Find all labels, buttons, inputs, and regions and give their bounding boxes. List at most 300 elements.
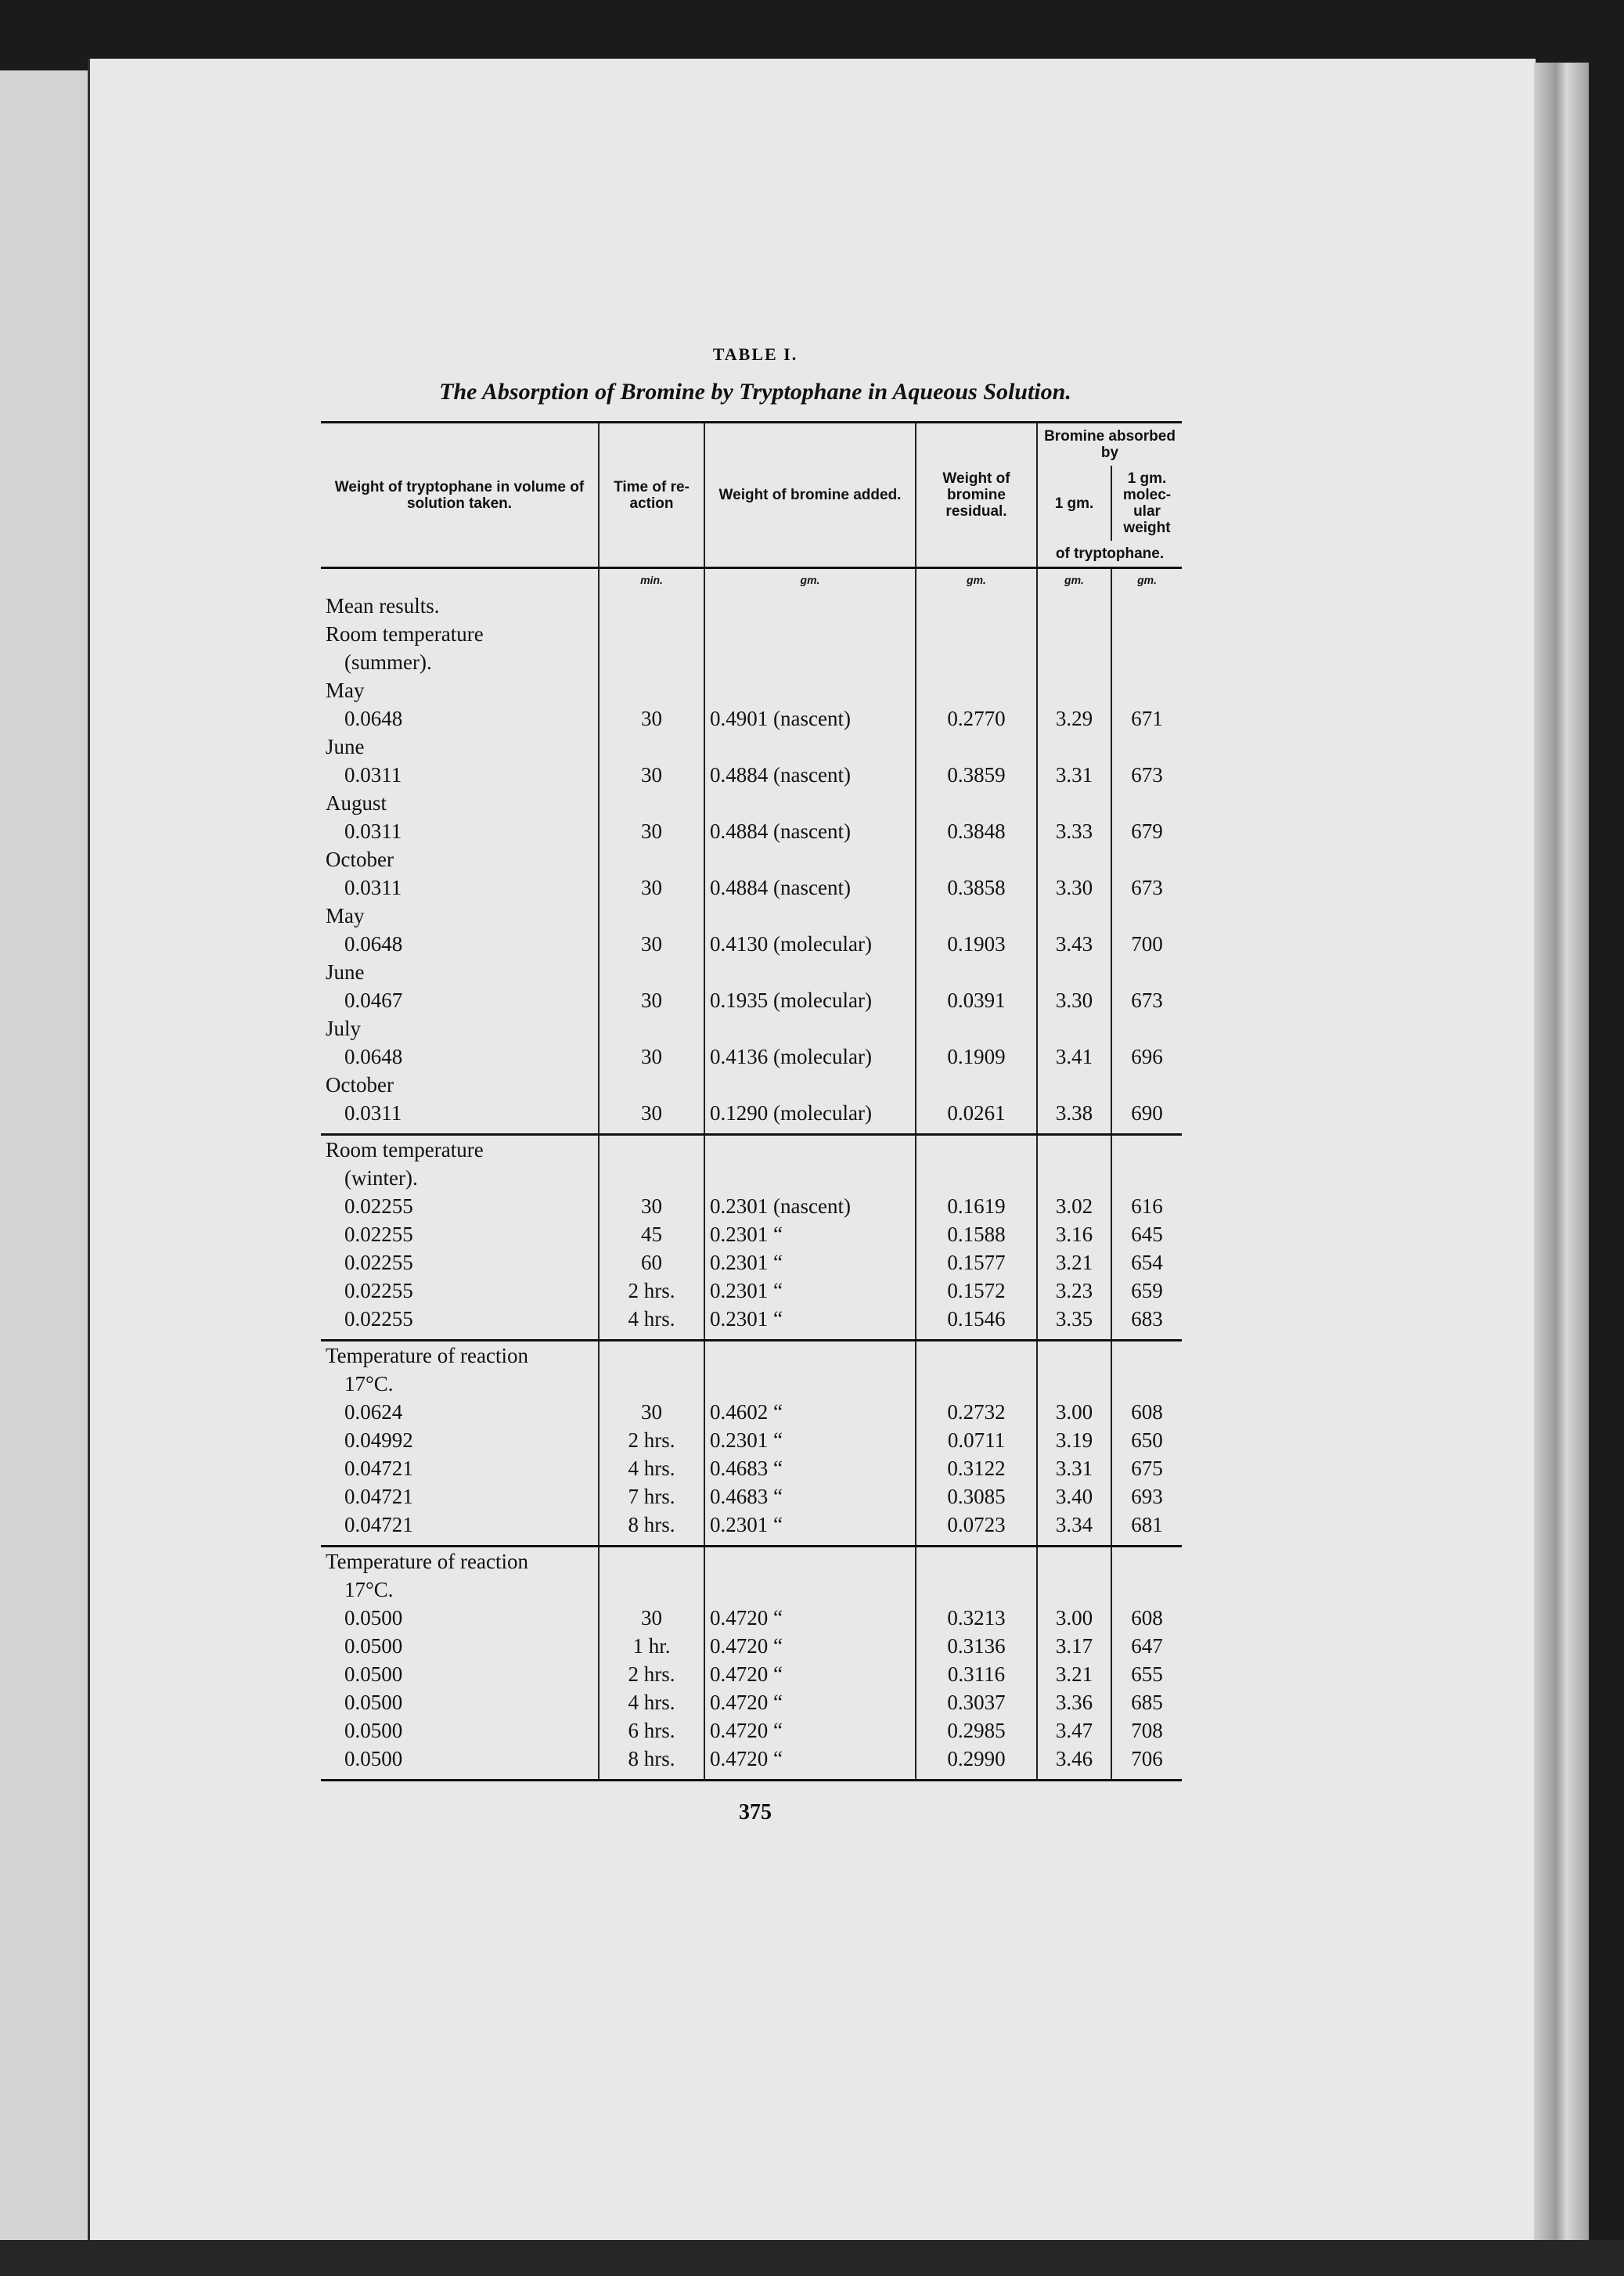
cell-per-gm: 3.21 bbox=[1037, 1660, 1111, 1688]
cell-residual: 0.1909 bbox=[916, 1043, 1037, 1071]
cell-per-gm: 3.46 bbox=[1037, 1745, 1111, 1781]
empty-cell bbox=[1037, 733, 1111, 761]
cell-per-mol: 673 bbox=[1111, 873, 1182, 902]
cell-residual: 0.1546 bbox=[916, 1305, 1037, 1341]
table-row bbox=[321, 1305, 1182, 1341]
cell-added: 0.4136 (molecular) bbox=[704, 1043, 916, 1071]
section-heading-row bbox=[321, 1576, 1182, 1604]
cell-residual: 0.2985 bbox=[916, 1716, 1037, 1745]
cell-weight: 0.0648 bbox=[344, 1045, 403, 1068]
table-row bbox=[321, 1745, 1182, 1781]
empty-cell bbox=[1111, 1164, 1182, 1192]
cell-weight: 0.0311 bbox=[344, 763, 402, 787]
table-row bbox=[321, 930, 1182, 958]
empty-cell bbox=[1037, 789, 1111, 817]
cell-weight: 0.0500 bbox=[344, 1662, 403, 1686]
row-label-line bbox=[321, 676, 1182, 704]
cell-added: 0.2301 “ bbox=[704, 1426, 916, 1454]
cell-added: 0.4720 “ bbox=[704, 1688, 916, 1716]
empty-cell bbox=[1111, 733, 1182, 761]
cell-per-gm: 3.35 bbox=[1037, 1305, 1111, 1341]
table-row bbox=[321, 1454, 1182, 1482]
unit-added: gm. bbox=[704, 568, 916, 592]
cell-added: 0.4901 (nascent) bbox=[704, 704, 916, 733]
unit-per-mol: gm. bbox=[1111, 568, 1182, 592]
empty-cell bbox=[704, 1547, 916, 1576]
cell-time: 30 bbox=[599, 1604, 704, 1632]
page-number: 375 bbox=[739, 1800, 772, 1824]
empty-cell bbox=[1111, 648, 1182, 676]
empty-cell bbox=[916, 1576, 1037, 1604]
empty-cell bbox=[704, 592, 916, 620]
cell-time: 30 bbox=[599, 817, 704, 845]
cell-per-gm: 3.40 bbox=[1037, 1482, 1111, 1511]
empty-cell bbox=[704, 1071, 916, 1099]
cell-added: 0.4720 “ bbox=[704, 1604, 916, 1632]
cell-per-mol: 608 bbox=[1111, 1398, 1182, 1426]
cell-added: 0.2301 (nascent) bbox=[704, 1192, 916, 1220]
empty-cell bbox=[599, 789, 704, 817]
cell-per-gm: 3.31 bbox=[1037, 1454, 1111, 1482]
empty-cell bbox=[1111, 902, 1182, 930]
empty-cell bbox=[916, 902, 1037, 930]
cell-per-gm: 3.34 bbox=[1037, 1511, 1111, 1547]
empty-cell bbox=[1037, 1071, 1111, 1099]
cell-added: 0.4884 (nascent) bbox=[704, 761, 916, 789]
row-month-label: October bbox=[326, 1073, 394, 1097]
table-row bbox=[321, 1604, 1182, 1632]
cell-per-mol: 708 bbox=[1111, 1716, 1182, 1745]
cell-residual: 0.0723 bbox=[916, 1511, 1037, 1547]
unit-time: min. bbox=[599, 568, 704, 592]
empty-cell bbox=[916, 1071, 1037, 1099]
cell-residual: 0.1619 bbox=[916, 1192, 1037, 1220]
cell-weight: 0.0467 bbox=[344, 989, 403, 1012]
empty-cell bbox=[916, 958, 1037, 986]
cell-per-mol: 706 bbox=[1111, 1745, 1182, 1781]
table-row bbox=[321, 1426, 1182, 1454]
cell-weight: 0.0624 bbox=[344, 1400, 403, 1424]
cell-residual: 0.3213 bbox=[916, 1604, 1037, 1632]
section-heading-row bbox=[321, 1341, 1182, 1370]
cell-residual: 0.3122 bbox=[916, 1454, 1037, 1482]
cell-per-mol: 673 bbox=[1111, 986, 1182, 1014]
empty-cell bbox=[1037, 1164, 1111, 1192]
cell-per-mol: 659 bbox=[1111, 1277, 1182, 1305]
header-of-tryptophane: of tryptophane. bbox=[1037, 541, 1182, 568]
cell-weight: 0.0500 bbox=[344, 1634, 403, 1658]
cell-added: 0.4683 “ bbox=[704, 1482, 916, 1511]
cell-time: 8 hrs. bbox=[599, 1511, 704, 1547]
row-label-line bbox=[321, 845, 1182, 873]
empty-cell bbox=[599, 733, 704, 761]
empty-cell bbox=[599, 1341, 704, 1370]
empty-cell bbox=[1037, 676, 1111, 704]
cell-per-gm: 3.36 bbox=[1037, 1688, 1111, 1716]
header-weight-tryptophane: Weight of tryptophane in volume of solution taken. bbox=[334, 478, 585, 512]
empty-cell bbox=[704, 1576, 916, 1604]
cell-per-gm: 3.21 bbox=[1037, 1248, 1111, 1277]
cell-time: 30 bbox=[599, 1043, 704, 1071]
empty-cell bbox=[599, 620, 704, 648]
cell-residual: 0.3116 bbox=[916, 1660, 1037, 1688]
cell-added: 0.4720 “ bbox=[704, 1660, 916, 1688]
cell-per-mol: 690 bbox=[1111, 1099, 1182, 1135]
empty-cell bbox=[916, 648, 1037, 676]
cell-weight: 0.04721 bbox=[344, 1485, 413, 1508]
empty-cell bbox=[599, 902, 704, 930]
cell-per-mol: 679 bbox=[1111, 817, 1182, 845]
empty-cell bbox=[1037, 1341, 1111, 1370]
cell-time: 30 bbox=[599, 1192, 704, 1220]
cell-weight: 0.02255 bbox=[344, 1223, 413, 1246]
empty-cell bbox=[1111, 1341, 1182, 1370]
table-row bbox=[321, 1482, 1182, 1511]
cell-per-gm: 3.17 bbox=[1037, 1632, 1111, 1660]
header-bromine-absorbed: Bromine absorbed by bbox=[1037, 423, 1182, 466]
row-label-line bbox=[321, 733, 1182, 761]
row-month-label: October bbox=[326, 848, 394, 871]
section-heading-row bbox=[321, 1135, 1182, 1165]
cell-per-gm: 3.23 bbox=[1037, 1277, 1111, 1305]
cell-per-gm: 3.41 bbox=[1037, 1043, 1111, 1071]
unit-per-gram: gm. bbox=[1037, 568, 1111, 592]
cell-residual: 0.1903 bbox=[916, 930, 1037, 958]
cell-residual: 0.2990 bbox=[916, 1745, 1037, 1781]
cell-per-mol: 647 bbox=[1111, 1632, 1182, 1660]
cell-added: 0.2301 “ bbox=[704, 1277, 916, 1305]
cell-weight: 0.0311 bbox=[344, 876, 402, 899]
cell-weight: 0.04992 bbox=[344, 1428, 413, 1452]
empty-cell bbox=[1111, 1071, 1182, 1099]
cell-per-mol: 645 bbox=[1111, 1220, 1182, 1248]
empty-cell bbox=[916, 1014, 1037, 1043]
table-row bbox=[321, 1688, 1182, 1716]
cell-per-gm: 3.47 bbox=[1037, 1716, 1111, 1745]
cell-per-gm: 3.02 bbox=[1037, 1192, 1111, 1220]
section-heading: Room temperature bbox=[326, 622, 484, 646]
cell-per-mol: 685 bbox=[1111, 1688, 1182, 1716]
scan-background bbox=[0, 2240, 1624, 2276]
cell-added: 0.4683 “ bbox=[704, 1454, 916, 1482]
empty-cell bbox=[1111, 1547, 1182, 1576]
section-heading-row bbox=[321, 1547, 1182, 1576]
cell-per-gm: 3.31 bbox=[1037, 761, 1111, 789]
cell-time: 6 hrs. bbox=[599, 1716, 704, 1745]
table-row bbox=[321, 1277, 1182, 1305]
header-time-reaction: Time of re-action bbox=[599, 423, 704, 568]
empty-cell bbox=[1037, 592, 1111, 620]
row-month-label: May bbox=[326, 679, 365, 702]
row-label-line bbox=[321, 1071, 1182, 1099]
section-heading: 17°C. bbox=[344, 1372, 394, 1395]
empty-cell bbox=[916, 1341, 1037, 1370]
empty-cell bbox=[704, 648, 916, 676]
cell-per-mol: 608 bbox=[1111, 1604, 1182, 1632]
cell-time: 2 hrs. bbox=[599, 1660, 704, 1688]
cell-residual: 0.2732 bbox=[916, 1398, 1037, 1426]
empty-cell bbox=[1037, 620, 1111, 648]
empty-cell bbox=[599, 1014, 704, 1043]
empty-cell bbox=[1037, 648, 1111, 676]
cell-weight: 0.0648 bbox=[344, 932, 403, 956]
empty-cell bbox=[599, 958, 704, 986]
cell-time: 1 hr. bbox=[599, 1632, 704, 1660]
data-table bbox=[321, 421, 1182, 1781]
cell-added: 0.2301 “ bbox=[704, 1511, 916, 1547]
cell-residual: 0.3037 bbox=[916, 1688, 1037, 1716]
section-heading: 17°C. bbox=[344, 1578, 394, 1601]
empty-cell bbox=[704, 902, 916, 930]
table-row bbox=[321, 1511, 1182, 1547]
empty-cell bbox=[599, 1576, 704, 1604]
empty-cell bbox=[704, 676, 916, 704]
cell-added: 0.4884 (nascent) bbox=[704, 873, 916, 902]
section-heading-row bbox=[321, 1164, 1182, 1192]
empty-cell bbox=[704, 1135, 916, 1165]
cell-weight: 0.0311 bbox=[344, 819, 402, 843]
cell-residual: 0.3085 bbox=[916, 1482, 1037, 1511]
table-row bbox=[321, 986, 1182, 1014]
cell-time: 30 bbox=[599, 873, 704, 902]
cell-weight: 0.0311 bbox=[321, 1099, 599, 1135]
section-heading: (summer). bbox=[344, 650, 432, 674]
cell-per-gm: 3.16 bbox=[1037, 1220, 1111, 1248]
empty-cell bbox=[704, 789, 916, 817]
empty-cell bbox=[599, 1071, 704, 1099]
header-bromine-residual: Weight of bromine residual. bbox=[916, 423, 1037, 568]
cell-per-gm: 3.33 bbox=[1037, 817, 1111, 845]
table-row bbox=[321, 1398, 1182, 1426]
table-row bbox=[321, 817, 1182, 845]
cell-time: 30 bbox=[599, 930, 704, 958]
cell-per-gm: 3.00 bbox=[1037, 1604, 1111, 1632]
empty-cell bbox=[916, 1370, 1037, 1398]
cell-time: 2 hrs. bbox=[599, 1426, 704, 1454]
table-row bbox=[321, 1043, 1182, 1071]
row-month-label: July bbox=[326, 1017, 362, 1040]
cell-residual: 0.0391 bbox=[916, 986, 1037, 1014]
table-row bbox=[321, 873, 1182, 902]
cell-residual: 0.1577 bbox=[916, 1248, 1037, 1277]
cell-residual: 0.1572 bbox=[916, 1277, 1037, 1305]
cell-weight: 0.0500 bbox=[344, 1691, 403, 1714]
cell-time: 30 bbox=[599, 1099, 704, 1135]
cell-residual: 0.0261 bbox=[916, 1099, 1037, 1135]
cell-per-mol: 654 bbox=[1111, 1248, 1182, 1277]
table-row bbox=[321, 1716, 1182, 1745]
section-heading: (winter). bbox=[344, 1166, 418, 1190]
cell-added: 0.4602 “ bbox=[704, 1398, 916, 1426]
empty-cell bbox=[1111, 789, 1182, 817]
section-heading: Temperature of reaction bbox=[326, 1344, 528, 1367]
table-row bbox=[321, 1660, 1182, 1688]
empty-cell bbox=[1037, 1547, 1111, 1576]
table-title: The Absorption of Bromine by Tryptophane in Aqueous Solution. bbox=[439, 379, 1071, 405]
empty-cell bbox=[599, 1135, 704, 1165]
cell-per-gm: 3.30 bbox=[1037, 873, 1111, 902]
empty-cell bbox=[1111, 1135, 1182, 1165]
row-label-line bbox=[321, 789, 1182, 817]
header-per-gram: 1 gm. bbox=[1037, 466, 1111, 541]
cell-weight: 0.0500 bbox=[344, 1719, 403, 1742]
cell-added: 0.4884 (nascent) bbox=[704, 817, 916, 845]
section-heading-row bbox=[321, 592, 1182, 620]
table-row bbox=[321, 761, 1182, 789]
cell-added: 0.4720 “ bbox=[704, 1632, 916, 1660]
cell-per-mol: 700 bbox=[1111, 930, 1182, 958]
table-row bbox=[321, 1632, 1182, 1660]
table-label: TABLE I. bbox=[712, 344, 798, 364]
cell-added: 0.2301 “ bbox=[704, 1220, 916, 1248]
empty-cell bbox=[599, 648, 704, 676]
cell-time: 30 bbox=[599, 986, 704, 1014]
cell-time: 4 hrs. bbox=[599, 1688, 704, 1716]
cell-time: 30 bbox=[599, 704, 704, 733]
empty-cell bbox=[704, 620, 916, 648]
cell-time: 8 hrs. bbox=[599, 1745, 704, 1781]
empty-cell bbox=[916, 733, 1037, 761]
empty-cell bbox=[1037, 1135, 1111, 1165]
empty-cell bbox=[1037, 958, 1111, 986]
unit-weight bbox=[321, 568, 599, 592]
empty-cell bbox=[916, 620, 1037, 648]
empty-cell bbox=[704, 733, 916, 761]
row-month-label: June bbox=[326, 960, 365, 984]
cell-weight: 0.0500 bbox=[321, 1745, 599, 1781]
cell-time: 45 bbox=[599, 1220, 704, 1248]
cell-residual: 0.3859 bbox=[916, 761, 1037, 789]
cell-time: 60 bbox=[599, 1248, 704, 1277]
empty-cell bbox=[916, 1135, 1037, 1165]
cell-weight: 0.02255 bbox=[321, 1305, 599, 1341]
cell-per-mol: 673 bbox=[1111, 761, 1182, 789]
cell-weight: 0.02255 bbox=[344, 1194, 413, 1218]
empty-cell bbox=[704, 1014, 916, 1043]
table-body bbox=[321, 592, 1182, 1781]
empty-cell bbox=[704, 958, 916, 986]
table-row bbox=[321, 1192, 1182, 1220]
table-row bbox=[321, 1248, 1182, 1277]
section-heading-row bbox=[321, 620, 1182, 648]
cell-residual: 0.0711 bbox=[916, 1426, 1037, 1454]
empty-cell bbox=[704, 1341, 916, 1370]
header-per-molecular-weight: 1 gm. molec-ular weight bbox=[1111, 466, 1182, 541]
cell-per-mol: 616 bbox=[1111, 1192, 1182, 1220]
cell-weight: 0.04721 bbox=[321, 1511, 599, 1547]
empty-cell bbox=[1037, 1014, 1111, 1043]
empty-cell bbox=[599, 592, 704, 620]
cell-per-mol: 655 bbox=[1111, 1660, 1182, 1688]
row-month-label: June bbox=[326, 735, 365, 758]
empty-cell bbox=[599, 676, 704, 704]
cell-weight: 0.02255 bbox=[344, 1279, 413, 1302]
cell-weight: 0.02255 bbox=[344, 1251, 413, 1274]
empty-cell bbox=[1111, 592, 1182, 620]
unit-residual: gm. bbox=[916, 568, 1037, 592]
cell-added: 0.2301 “ bbox=[704, 1248, 916, 1277]
cell-per-mol: 675 bbox=[1111, 1454, 1182, 1482]
cell-residual: 0.2770 bbox=[916, 704, 1037, 733]
cell-added: 0.4720 “ bbox=[704, 1716, 916, 1745]
cell-added: 0.2301 “ bbox=[704, 1305, 916, 1341]
empty-cell bbox=[916, 845, 1037, 873]
cell-time: 30 bbox=[599, 1398, 704, 1426]
table-row bbox=[321, 1220, 1182, 1248]
cell-per-mol: 650 bbox=[1111, 1426, 1182, 1454]
cell-added: 0.4130 (molecular) bbox=[704, 930, 916, 958]
row-month-label: May bbox=[326, 904, 365, 927]
empty-cell bbox=[599, 1547, 704, 1576]
empty-cell bbox=[704, 1164, 916, 1192]
empty-cell bbox=[1111, 676, 1182, 704]
empty-cell bbox=[1111, 1370, 1182, 1398]
section-heading-row bbox=[321, 1370, 1182, 1398]
cell-weight: 0.0648 bbox=[344, 707, 403, 730]
cell-per-gm: 3.19 bbox=[1037, 1426, 1111, 1454]
cell-time: 4 hrs. bbox=[599, 1305, 704, 1341]
cell-per-mol: 683 bbox=[1111, 1305, 1182, 1341]
empty-cell bbox=[599, 1370, 704, 1398]
empty-cell bbox=[916, 789, 1037, 817]
row-label-line bbox=[321, 902, 1182, 930]
cell-time: 7 hrs. bbox=[599, 1482, 704, 1511]
empty-cell bbox=[1111, 1014, 1182, 1043]
empty-cell bbox=[1037, 1370, 1111, 1398]
cell-time: 30 bbox=[599, 761, 704, 789]
row-label-line bbox=[321, 958, 1182, 986]
empty-cell bbox=[599, 845, 704, 873]
cell-added: 0.4720 “ bbox=[704, 1745, 916, 1781]
cell-per-mol: 696 bbox=[1111, 1043, 1182, 1071]
cell-per-gm: 3.00 bbox=[1037, 1398, 1111, 1426]
cell-per-mol: 671 bbox=[1111, 704, 1182, 733]
cell-residual: 0.3136 bbox=[916, 1632, 1037, 1660]
header-bromine-added: Weight of bromine added. bbox=[704, 423, 916, 568]
page-stack-edge bbox=[1534, 63, 1589, 2246]
cell-added: 0.1290 (molecular) bbox=[704, 1099, 916, 1135]
section-heading: Mean results. bbox=[326, 594, 440, 618]
cell-residual: 0.3858 bbox=[916, 873, 1037, 902]
empty-cell bbox=[1037, 845, 1111, 873]
empty-cell bbox=[916, 676, 1037, 704]
cell-per-mol: 693 bbox=[1111, 1482, 1182, 1511]
table-row bbox=[321, 704, 1182, 733]
empty-cell bbox=[916, 1164, 1037, 1192]
row-month-label: August bbox=[326, 791, 387, 815]
cell-residual: 0.3848 bbox=[916, 817, 1037, 845]
empty-cell bbox=[916, 592, 1037, 620]
cell-time: 4 hrs. bbox=[599, 1454, 704, 1482]
empty-cell bbox=[1111, 1576, 1182, 1604]
empty-cell bbox=[1111, 958, 1182, 986]
cell-added: 0.1935 (molecular) bbox=[704, 986, 916, 1014]
cell-weight: 0.04721 bbox=[344, 1457, 413, 1480]
empty-cell bbox=[704, 1370, 916, 1398]
cell-residual: 0.1588 bbox=[916, 1220, 1037, 1248]
cell-per-gm: 3.38 bbox=[1037, 1099, 1111, 1135]
row-label-line bbox=[321, 1014, 1182, 1043]
cell-per-gm: 3.43 bbox=[1037, 930, 1111, 958]
page-content bbox=[313, 344, 1197, 1825]
empty-cell bbox=[704, 845, 916, 873]
cell-per-gm: 3.29 bbox=[1037, 704, 1111, 733]
empty-cell bbox=[1111, 620, 1182, 648]
empty-cell bbox=[599, 1164, 704, 1192]
cell-per-mol: 681 bbox=[1111, 1511, 1182, 1547]
cell-time: 2 hrs. bbox=[599, 1277, 704, 1305]
table-row bbox=[321, 1099, 1182, 1135]
